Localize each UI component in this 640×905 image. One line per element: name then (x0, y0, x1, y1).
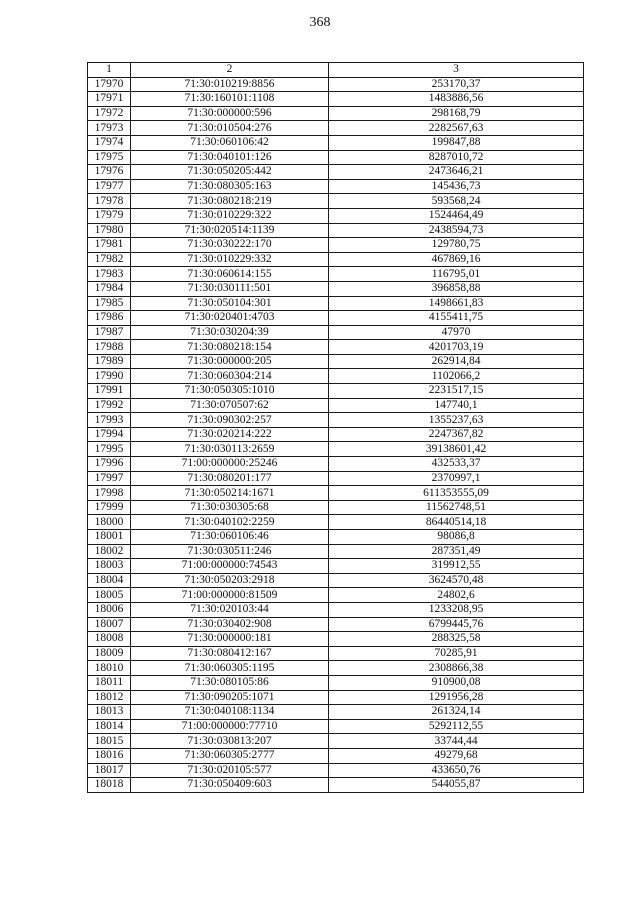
cadastral-number-cell: 71:30:030402:908 (131, 617, 329, 632)
table-row (88, 530, 584, 545)
cadastral-number-cell: 71:30:070507:62 (131, 398, 329, 413)
cadastral-value-cell: 2308866,38 (329, 661, 584, 676)
row-number-cell: 18014 (88, 719, 131, 734)
table-row (88, 646, 584, 661)
table-row (88, 515, 584, 530)
cadastral-number-cell: 71:30:080218:219 (131, 194, 329, 209)
table-row (88, 354, 584, 369)
cadastral-value-cell: 288325,58 (329, 632, 584, 647)
cadastral-value-cell: 98086,8 (329, 530, 584, 545)
table-row (88, 267, 584, 282)
cadastral-number-cell: 71:30:020105:577 (131, 763, 329, 778)
cadastral-value-cell: 2247367,82 (329, 427, 584, 442)
cadastral-number-cell: 71:30:010219:8856 (131, 77, 329, 92)
row-number-cell: 17991 (88, 384, 131, 399)
cadastral-number-cell: 71:30:020514:1139 (131, 223, 329, 238)
cadastral-value-cell: 433650,76 (329, 763, 584, 778)
cadastral-number-cell: 71:30:010229:332 (131, 252, 329, 267)
row-number-cell: 17982 (88, 252, 131, 267)
row-number-cell: 18013 (88, 705, 131, 720)
row-number-cell: 18012 (88, 690, 131, 705)
table-body (88, 77, 584, 792)
table-row (88, 778, 584, 793)
row-number-cell: 18003 (88, 559, 131, 574)
table-row (88, 135, 584, 150)
cadastral-number-cell: 71:30:030204:39 (131, 325, 329, 340)
cadastral-number-cell: 71:30:030111:501 (131, 281, 329, 296)
row-number-cell: 18016 (88, 748, 131, 763)
cadastral-number-cell: 71:30:050409:603 (131, 778, 329, 793)
row-number-cell: 17981 (88, 238, 131, 253)
cadastral-number-cell: 71:30:060106:46 (131, 530, 329, 545)
cadastral-value-cell: 261324,14 (329, 705, 584, 720)
cadastral-value-cell: 2438594,73 (329, 223, 584, 238)
table-row (88, 340, 584, 355)
row-number-cell: 17973 (88, 121, 131, 136)
cadastral-number-cell: 71:30:000000:181 (131, 632, 329, 647)
row-number-cell: 18006 (88, 602, 131, 617)
cadastral-number-cell: 71:30:050203:2918 (131, 573, 329, 588)
table-row (88, 748, 584, 763)
cadastral-number-cell: 71:00:000000:25246 (131, 457, 329, 472)
cadastral-value-cell: 593568,24 (329, 194, 584, 209)
table-row (88, 632, 584, 647)
cadastral-number-cell: 71:30:010504:276 (131, 121, 329, 136)
table-row (88, 238, 584, 253)
cadastral-value-cell: 49279,68 (329, 748, 584, 763)
row-number-cell: 17999 (88, 500, 131, 515)
cadastral-value-cell: 6799445,76 (329, 617, 584, 632)
row-number-cell: 17992 (88, 398, 131, 413)
cadastral-value-cell: 3624570,48 (329, 573, 584, 588)
cadastral-value-cell: 467869,16 (329, 252, 584, 267)
row-number-cell: 18000 (88, 515, 131, 530)
row-number-cell: 17979 (88, 208, 131, 223)
row-number-cell: 17996 (88, 457, 131, 472)
table-row (88, 77, 584, 92)
row-number-cell: 17972 (88, 106, 131, 121)
cadastral-number-cell: 71:30:060614:155 (131, 267, 329, 282)
cadastral-number-cell: 71:30:000000:596 (131, 106, 329, 121)
row-number-cell: 17978 (88, 194, 131, 209)
cadastral-value-table (87, 62, 584, 793)
column-header-cadastral-value: 3 (329, 63, 584, 78)
table-row (88, 106, 584, 121)
cadastral-value-cell: 432533,37 (329, 457, 584, 472)
cadastral-value-cell: 2473646,21 (329, 165, 584, 180)
cadastral-number-cell: 71:30:040101:126 (131, 150, 329, 165)
cadastral-value-cell: 47970 (329, 325, 584, 340)
table-row (88, 690, 584, 705)
row-number-cell: 18009 (88, 646, 131, 661)
cadastral-value-cell: 396858,88 (329, 281, 584, 296)
table-row (88, 398, 584, 413)
cadastral-number-cell: 71:30:160101:1108 (131, 92, 329, 107)
table-row (88, 763, 584, 778)
cadastral-value-cell: 70285,91 (329, 646, 584, 661)
table-row (88, 719, 584, 734)
cadastral-value-cell: 33744,44 (329, 734, 584, 749)
cadastral-value-cell: 910900,08 (329, 675, 584, 690)
cadastral-value-cell: 145436,73 (329, 179, 584, 194)
table-row (88, 734, 584, 749)
cadastral-value-cell: 298168,79 (329, 106, 584, 121)
row-number-cell: 18011 (88, 675, 131, 690)
cadastral-number-cell: 71:30:090205:1071 (131, 690, 329, 705)
row-number-cell: 17975 (88, 150, 131, 165)
table-row (88, 165, 584, 180)
cadastral-value-cell: 2231517,15 (329, 384, 584, 399)
cadastral-value-cell: 287351,49 (329, 544, 584, 559)
cadastral-number-cell: 71:30:010229:322 (131, 208, 329, 223)
row-number-cell: 17987 (88, 325, 131, 340)
cadastral-number-cell: 71:30:000000:205 (131, 354, 329, 369)
cadastral-value-cell: 24802,6 (329, 588, 584, 603)
table-row (88, 208, 584, 223)
cadastral-value-cell: 1102066,2 (329, 369, 584, 384)
cadastral-value-cell: 5292112,55 (329, 719, 584, 734)
cadastral-number-cell: 71:30:080305:163 (131, 179, 329, 194)
cadastral-value-cell: 1355237,63 (329, 413, 584, 428)
table-row (88, 223, 584, 238)
cadastral-number-cell: 71:00:000000:77710 (131, 719, 329, 734)
row-number-cell: 17993 (88, 413, 131, 428)
cadastral-value-cell: 4155411,75 (329, 311, 584, 326)
cadastral-number-cell: 71:30:020214:222 (131, 427, 329, 442)
row-number-cell: 17997 (88, 471, 131, 486)
cadastral-value-cell: 262914,84 (329, 354, 584, 369)
cadastral-number-cell: 71:30:060106:42 (131, 135, 329, 150)
row-number-cell: 17998 (88, 486, 131, 501)
column-header-number: 1 (88, 63, 131, 78)
cadastral-value-cell: 4201703,19 (329, 340, 584, 355)
row-number-cell: 18008 (88, 632, 131, 647)
cadastral-value-cell: 116795,01 (329, 267, 584, 282)
row-number-cell: 17974 (88, 135, 131, 150)
cadastral-number-cell: 71:30:040108:1134 (131, 705, 329, 720)
row-number-cell: 17984 (88, 281, 131, 296)
table-row (88, 471, 584, 486)
cadastral-number-cell: 71:30:080412:167 (131, 646, 329, 661)
cadastral-number-cell: 71:30:060305:2777 (131, 748, 329, 763)
row-number-cell: 18010 (88, 661, 131, 676)
cadastral-number-cell: 71:30:030113:2659 (131, 442, 329, 457)
row-number-cell: 17976 (88, 165, 131, 180)
table-row (88, 92, 584, 107)
table-row (88, 384, 584, 399)
cadastral-number-cell: 71:30:030813:207 (131, 734, 329, 749)
table-row (88, 413, 584, 428)
table-row (88, 486, 584, 501)
cadastral-value-cell: 611353555,09 (329, 486, 584, 501)
column-header-cadastral-number: 2 (131, 63, 329, 78)
row-number-cell: 18005 (88, 588, 131, 603)
row-number-cell: 17970 (88, 77, 131, 92)
table-row (88, 442, 584, 457)
table-row (88, 675, 584, 690)
table-row (88, 281, 584, 296)
table-row (88, 705, 584, 720)
table-row (88, 296, 584, 311)
cadastral-number-cell: 71:00:000000:74543 (131, 559, 329, 574)
row-number-cell: 18017 (88, 763, 131, 778)
cadastral-number-cell: 71:30:050205:442 (131, 165, 329, 180)
cadastral-value-cell: 129780,75 (329, 238, 584, 253)
table-row (88, 194, 584, 209)
cadastral-number-cell: 71:30:060304:214 (131, 369, 329, 384)
table-row (88, 369, 584, 384)
cadastral-number-cell: 71:30:080201:177 (131, 471, 329, 486)
cadastral-value-cell: 2282567,63 (329, 121, 584, 136)
row-number-cell: 18018 (88, 778, 131, 793)
cadastral-value-cell: 544055,87 (329, 778, 584, 793)
table-row (88, 427, 584, 442)
cadastral-value-cell: 39138601,42 (329, 442, 584, 457)
cadastral-number-cell: 71:30:050214:1671 (131, 486, 329, 501)
row-number-cell: 17994 (88, 427, 131, 442)
row-number-cell: 18015 (88, 734, 131, 749)
row-number-cell: 17990 (88, 369, 131, 384)
cadastral-number-cell: 71:30:020103:44 (131, 602, 329, 617)
table-row (88, 544, 584, 559)
table-row (88, 602, 584, 617)
row-number-cell: 17995 (88, 442, 131, 457)
cadastral-value-cell: 253170,37 (329, 77, 584, 92)
cadastral-value-cell: 319912,55 (329, 559, 584, 574)
cadastral-number-cell: 71:30:030511:246 (131, 544, 329, 559)
cadastral-number-cell: 71:30:060305:1195 (131, 661, 329, 676)
table-row (88, 588, 584, 603)
table-row (88, 617, 584, 632)
table-row (88, 179, 584, 194)
cadastral-number-cell: 71:30:030305:68 (131, 500, 329, 515)
cadastral-value-cell: 2370997,1 (329, 471, 584, 486)
cadastral-value-cell: 1498661,83 (329, 296, 584, 311)
table-row (88, 661, 584, 676)
cadastral-value-cell: 86440514,18 (329, 515, 584, 530)
row-number-cell: 17985 (88, 296, 131, 311)
cadastral-value-cell: 147740,1 (329, 398, 584, 413)
cadastral-value-cell: 1233208,95 (329, 602, 584, 617)
cadastral-value-cell: 11562748,51 (329, 500, 584, 515)
row-number-cell: 18001 (88, 530, 131, 545)
cadastral-number-cell: 71:30:090302:257 (131, 413, 329, 428)
table-row (88, 559, 584, 574)
table-row (88, 252, 584, 267)
row-number-cell: 17977 (88, 179, 131, 194)
table-row (88, 150, 584, 165)
cadastral-value-cell: 199847,88 (329, 135, 584, 150)
row-number-cell: 17971 (88, 92, 131, 107)
table-row (88, 457, 584, 472)
cadastral-number-cell: 71:30:050104:301 (131, 296, 329, 311)
row-number-cell: 17986 (88, 311, 131, 326)
cadastral-number-cell: 71:30:080105:86 (131, 675, 329, 690)
table-row (88, 325, 584, 340)
row-number-cell: 17983 (88, 267, 131, 282)
page-number: 368 (309, 15, 331, 30)
cadastral-number-cell: 71:30:040102:2259 (131, 515, 329, 530)
cadastral-number-cell: 71:00:000000:81509 (131, 588, 329, 603)
row-number-cell: 17980 (88, 223, 131, 238)
row-number-cell: 18004 (88, 573, 131, 588)
cadastral-number-cell: 71:30:020401:4703 (131, 311, 329, 326)
table-row (88, 573, 584, 588)
table-row (88, 500, 584, 515)
cadastral-number-cell: 71:30:080218:154 (131, 340, 329, 355)
cadastral-number-cell: 71:30:030222:170 (131, 238, 329, 253)
row-number-cell: 17989 (88, 354, 131, 369)
cadastral-value-cell: 1483886,56 (329, 92, 584, 107)
cadastral-number-cell: 71:30:050305:1010 (131, 384, 329, 399)
cadastral-value-cell: 1291956,28 (329, 690, 584, 705)
table-row (88, 311, 584, 326)
row-number-cell: 18002 (88, 544, 131, 559)
row-number-cell: 17988 (88, 340, 131, 355)
table-header-row (88, 63, 584, 78)
table-row (88, 121, 584, 136)
cadastral-value-cell: 8287010,72 (329, 150, 584, 165)
row-number-cell: 18007 (88, 617, 131, 632)
cadastral-value-cell: 1524464,49 (329, 208, 584, 223)
